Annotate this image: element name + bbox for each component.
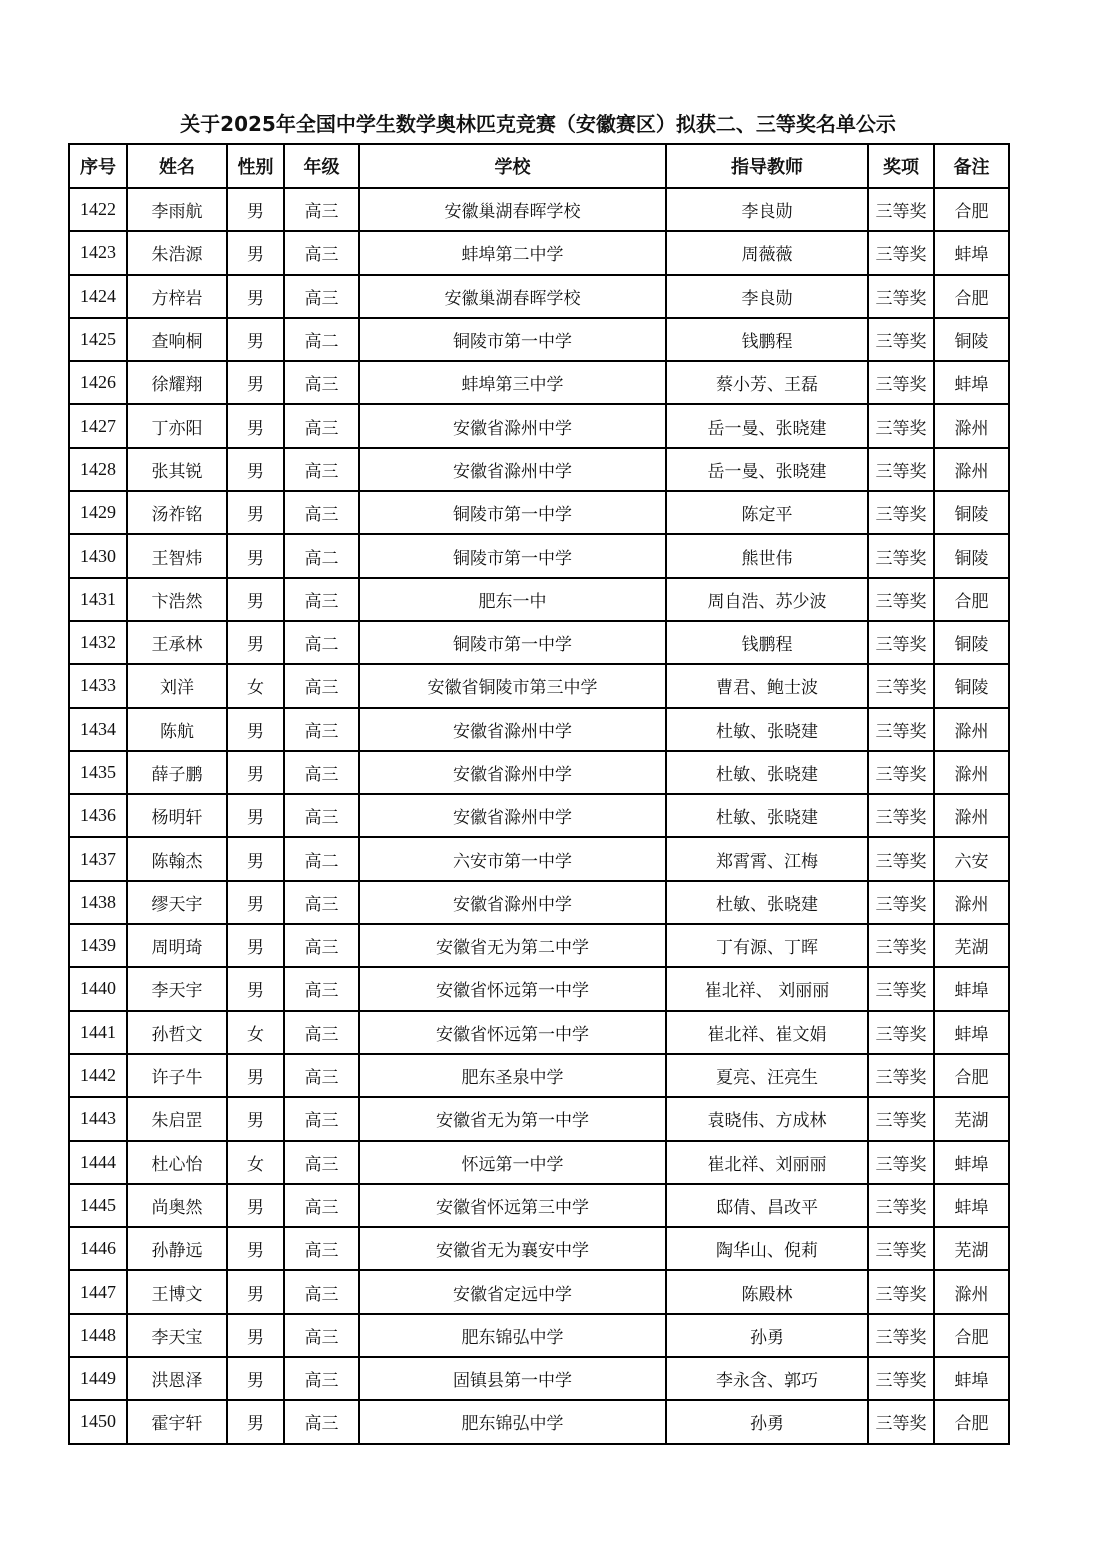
cell-grade: 高三: [284, 924, 359, 967]
cell-teacher: 曹君、鲍士波: [666, 664, 868, 707]
table-row: [69, 621, 1009, 664]
cell-school: 蚌埠第二中学: [359, 231, 666, 274]
cell-name: 陈航: [127, 708, 227, 751]
cell-gender: 男: [227, 967, 284, 1010]
cell-gender: 男: [227, 448, 284, 491]
cell-school: 六安市第一中学: [359, 837, 666, 880]
cell-award: 三等奖: [868, 1270, 934, 1313]
cell-remark: 滁州: [934, 448, 1009, 491]
cell-award: 三等奖: [868, 837, 934, 880]
cell-gender: 男: [227, 1400, 284, 1443]
cell-school: 安徽省滁州中学: [359, 448, 666, 491]
cell-name: 许子牛: [127, 1054, 227, 1097]
cell-name: 孙哲文: [127, 1011, 227, 1054]
cell-grade: 高二: [284, 534, 359, 577]
cell-grade: 高三: [284, 708, 359, 751]
column-header-grade: 年级: [284, 144, 359, 188]
cell-award: 三等奖: [868, 881, 934, 924]
cell-gender: 男: [227, 231, 284, 274]
cell-remark: 蚌埠: [934, 1184, 1009, 1227]
table-row: [69, 708, 1009, 751]
cell-grade: 高三: [284, 1054, 359, 1097]
cell-serial: 1428: [69, 448, 127, 491]
cell-school: 肥东一中: [359, 578, 666, 621]
cell-grade: 高三: [284, 1270, 359, 1313]
cell-school: 安徽省怀远第一中学: [359, 967, 666, 1010]
cell-serial: 1427: [69, 404, 127, 447]
cell-teacher: 丁有源、丁晖: [666, 924, 868, 967]
cell-serial: 1449: [69, 1357, 127, 1400]
cell-serial: 1440: [69, 967, 127, 1010]
column-header-remark: 备注: [934, 144, 1009, 188]
cell-gender: 男: [227, 361, 284, 404]
cell-serial: 1425: [69, 318, 127, 361]
cell-serial: 1426: [69, 361, 127, 404]
cell-school: 铜陵市第一中学: [359, 534, 666, 577]
cell-serial: 1445: [69, 1184, 127, 1227]
cell-serial: 1439: [69, 924, 127, 967]
cell-award: 三等奖: [868, 491, 934, 534]
cell-remark: 芜湖: [934, 1097, 1009, 1140]
cell-remark: 六安: [934, 837, 1009, 880]
cell-award: 三等奖: [868, 318, 934, 361]
cell-grade: 高三: [284, 448, 359, 491]
cell-school: 安徽省怀远第一中学: [359, 1011, 666, 1054]
cell-gender: 男: [227, 1054, 284, 1097]
table-row: [69, 578, 1009, 621]
cell-serial: 1443: [69, 1097, 127, 1140]
cell-serial: 1441: [69, 1011, 127, 1054]
cell-gender: 女: [227, 1141, 284, 1184]
table-row: [69, 751, 1009, 794]
cell-award: 三等奖: [868, 1141, 934, 1184]
cell-remark: 芜湖: [934, 924, 1009, 967]
cell-remark: 合肥: [934, 1314, 1009, 1357]
cell-school: 怀远第一中学: [359, 1141, 666, 1184]
cell-name: 朱浩源: [127, 231, 227, 274]
column-header-gender: 性别: [227, 144, 284, 188]
cell-serial: 1438: [69, 881, 127, 924]
cell-remark: 蚌埠: [934, 1141, 1009, 1184]
cell-name: 洪恩泽: [127, 1357, 227, 1400]
cell-teacher: 杜敏、张晓建: [666, 708, 868, 751]
cell-award: 三等奖: [868, 404, 934, 447]
cell-award: 三等奖: [868, 275, 934, 318]
table-row: [69, 318, 1009, 361]
cell-school: 肥东圣泉中学: [359, 1054, 666, 1097]
cell-remark: 铜陵: [934, 534, 1009, 577]
cell-school: 安徽省怀远第三中学: [359, 1184, 666, 1227]
cell-teacher: 蔡小芳、王磊: [666, 361, 868, 404]
cell-serial: 1444: [69, 1141, 127, 1184]
cell-serial: 1435: [69, 751, 127, 794]
cell-name: 缪天宇: [127, 881, 227, 924]
cell-remark: 铜陵: [934, 621, 1009, 664]
cell-teacher: 李良勋: [666, 275, 868, 318]
cell-grade: 高三: [284, 275, 359, 318]
cell-remark: 滁州: [934, 708, 1009, 751]
cell-school: 安徽巢湖春晖学校: [359, 188, 666, 231]
column-header-award: 奖项: [868, 144, 934, 188]
cell-name: 杜心怡: [127, 1141, 227, 1184]
cell-school: 铜陵市第一中学: [359, 621, 666, 664]
cell-school: 安徽省铜陵市第三中学: [359, 664, 666, 707]
cell-remark: 滁州: [934, 794, 1009, 837]
cell-name: 杨明轩: [127, 794, 227, 837]
column-header-school: 学校: [359, 144, 666, 188]
cell-remark: 铜陵: [934, 664, 1009, 707]
cell-name: 丁亦阳: [127, 404, 227, 447]
cell-award: 三等奖: [868, 231, 934, 274]
cell-remark: 滁州: [934, 881, 1009, 924]
cell-award: 三等奖: [868, 924, 934, 967]
cell-remark: 合肥: [934, 275, 1009, 318]
table-row: [69, 188, 1009, 231]
cell-gender: 男: [227, 708, 284, 751]
table-row: [69, 1054, 1009, 1097]
cell-remark: 合肥: [934, 578, 1009, 621]
cell-grade: 高二: [284, 318, 359, 361]
cell-teacher: 崔北祥、 刘丽丽: [666, 967, 868, 1010]
cell-serial: 1448: [69, 1314, 127, 1357]
column-header-teacher: 指导教师: [666, 144, 868, 188]
cell-teacher: 熊世伟: [666, 534, 868, 577]
cell-gender: 男: [227, 275, 284, 318]
cell-teacher: 岳一曼、张晓建: [666, 448, 868, 491]
cell-remark: 合肥: [934, 188, 1009, 231]
cell-teacher: 周自浩、苏少波: [666, 578, 868, 621]
cell-serial: 1430: [69, 534, 127, 577]
cell-gender: 男: [227, 318, 284, 361]
cell-grade: 高二: [284, 621, 359, 664]
cell-teacher: 孙勇: [666, 1400, 868, 1443]
cell-gender: 男: [227, 534, 284, 577]
cell-school: 安徽省滁州中学: [359, 751, 666, 794]
cell-gender: 男: [227, 491, 284, 534]
cell-grade: 高三: [284, 1227, 359, 1270]
table-row: [69, 1184, 1009, 1227]
cell-remark: 合肥: [934, 1054, 1009, 1097]
cell-teacher: 袁晓伟、方成林: [666, 1097, 868, 1140]
cell-teacher: 钱鹏程: [666, 621, 868, 664]
column-header-serial: 序号: [69, 144, 127, 188]
cell-gender: 男: [227, 1097, 284, 1140]
table-row: [69, 794, 1009, 837]
cell-award: 三等奖: [868, 621, 934, 664]
cell-school: 铜陵市第一中学: [359, 318, 666, 361]
cell-gender: 男: [227, 881, 284, 924]
cell-serial: 1437: [69, 837, 127, 880]
cell-teacher: 郑霄霄、江梅: [666, 837, 868, 880]
cell-grade: 高三: [284, 491, 359, 534]
cell-gender: 男: [227, 794, 284, 837]
cell-remark: 蚌埠: [934, 361, 1009, 404]
cell-gender: 女: [227, 664, 284, 707]
cell-grade: 高三: [284, 404, 359, 447]
cell-remark: 蚌埠: [934, 231, 1009, 274]
cell-remark: 蚌埠: [934, 1357, 1009, 1400]
cell-remark: 蚌埠: [934, 967, 1009, 1010]
cell-name: 汤祚铭: [127, 491, 227, 534]
cell-school: 安徽省无为襄安中学: [359, 1227, 666, 1270]
table-row: [69, 361, 1009, 404]
cell-award: 三等奖: [868, 794, 934, 837]
cell-award: 三等奖: [868, 1054, 934, 1097]
cell-award: 三等奖: [868, 361, 934, 404]
cell-teacher: 陈殿林: [666, 1270, 868, 1313]
cell-name: 张其锐: [127, 448, 227, 491]
cell-grade: 高三: [284, 1314, 359, 1357]
cell-serial: 1423: [69, 231, 127, 274]
cell-remark: 铜陵: [934, 491, 1009, 534]
cell-name: 王智炜: [127, 534, 227, 577]
cell-teacher: 崔北祥、刘丽丽: [666, 1141, 868, 1184]
cell-gender: 男: [227, 578, 284, 621]
table-row: [69, 1400, 1009, 1443]
cell-gender: 男: [227, 837, 284, 880]
cell-award: 三等奖: [868, 1314, 934, 1357]
cell-name: 查响桐: [127, 318, 227, 361]
cell-award: 三等奖: [868, 1357, 934, 1400]
cell-grade: 高三: [284, 751, 359, 794]
cell-school: 铜陵市第一中学: [359, 491, 666, 534]
cell-remark: 滁州: [934, 751, 1009, 794]
cell-school: 安徽省无为第一中学: [359, 1097, 666, 1140]
cell-teacher: 陈定平: [666, 491, 868, 534]
cell-serial: 1447: [69, 1270, 127, 1313]
table-row: [69, 491, 1009, 534]
cell-gender: 男: [227, 1314, 284, 1357]
cell-gender: 男: [227, 188, 284, 231]
cell-school: 安徽省滁州中学: [359, 794, 666, 837]
cell-award: 三等奖: [868, 967, 934, 1010]
cell-grade: 高三: [284, 231, 359, 274]
cell-grade: 高三: [284, 1141, 359, 1184]
cell-grade: 高三: [284, 1097, 359, 1140]
award-list-table: [68, 143, 1010, 1445]
cell-school: 安徽省滁州中学: [359, 881, 666, 924]
cell-teacher: 李永含、郭巧: [666, 1357, 868, 1400]
cell-grade: 高三: [284, 967, 359, 1010]
table-row: [69, 1270, 1009, 1313]
table-row: [69, 837, 1009, 880]
cell-name: 朱启罡: [127, 1097, 227, 1140]
cell-name: 孙静远: [127, 1227, 227, 1270]
cell-serial: 1432: [69, 621, 127, 664]
table-row: [69, 924, 1009, 967]
cell-grade: 高三: [284, 1357, 359, 1400]
cell-serial: 1422: [69, 188, 127, 231]
cell-award: 三等奖: [868, 1011, 934, 1054]
cell-name: 方梓岩: [127, 275, 227, 318]
cell-name: 李天宇: [127, 967, 227, 1010]
cell-grade: 高三: [284, 578, 359, 621]
cell-grade: 高三: [284, 664, 359, 707]
cell-gender: 男: [227, 924, 284, 967]
cell-grade: 高三: [284, 1011, 359, 1054]
table-row: [69, 1314, 1009, 1357]
cell-award: 三等奖: [868, 751, 934, 794]
cell-remark: 蚌埠: [934, 1011, 1009, 1054]
table-row: [69, 967, 1009, 1010]
cell-award: 三等奖: [868, 1184, 934, 1227]
cell-school: 肥东锦弘中学: [359, 1314, 666, 1357]
cell-name: 薛子鹏: [127, 751, 227, 794]
table-row: [69, 534, 1009, 577]
cell-name: 徐耀翔: [127, 361, 227, 404]
cell-serial: 1434: [69, 708, 127, 751]
cell-grade: 高三: [284, 1184, 359, 1227]
table-row: [69, 275, 1009, 318]
cell-serial: 1431: [69, 578, 127, 621]
cell-gender: 男: [227, 1227, 284, 1270]
cell-award: 三等奖: [868, 708, 934, 751]
cell-school: 安徽省滁州中学: [359, 404, 666, 447]
cell-teacher: 孙勇: [666, 1314, 868, 1357]
cell-name: 刘洋: [127, 664, 227, 707]
cell-serial: 1424: [69, 275, 127, 318]
table-row: [69, 1141, 1009, 1184]
table-header-row: [69, 144, 1009, 188]
cell-grade: 高三: [284, 188, 359, 231]
cell-teacher: 杜敏、张晓建: [666, 881, 868, 924]
cell-name: 李雨航: [127, 188, 227, 231]
cell-gender: 男: [227, 621, 284, 664]
cell-school: 安徽省无为第二中学: [359, 924, 666, 967]
cell-school: 蚌埠第三中学: [359, 361, 666, 404]
cell-serial: 1450: [69, 1400, 127, 1443]
cell-gender: 男: [227, 751, 284, 794]
cell-school: 固镇县第一中学: [359, 1357, 666, 1400]
cell-award: 三等奖: [868, 578, 934, 621]
cell-remark: 铜陵: [934, 318, 1009, 361]
cell-grade: 高二: [284, 837, 359, 880]
cell-name: 卞浩然: [127, 578, 227, 621]
cell-gender: 男: [227, 1184, 284, 1227]
table-row: [69, 231, 1009, 274]
cell-teacher: 杜敏、张晓建: [666, 794, 868, 837]
cell-name: 李天宝: [127, 1314, 227, 1357]
cell-grade: 高三: [284, 794, 359, 837]
cell-teacher: 夏亮、汪亮生: [666, 1054, 868, 1097]
cell-serial: 1436: [69, 794, 127, 837]
cell-name: 王承林: [127, 621, 227, 664]
cell-teacher: 岳一曼、张晓建: [666, 404, 868, 447]
cell-school: 安徽省定远中学: [359, 1270, 666, 1313]
cell-gender: 男: [227, 1270, 284, 1313]
cell-name: 尚奥然: [127, 1184, 227, 1227]
cell-remark: 芜湖: [934, 1227, 1009, 1270]
cell-award: 三等奖: [868, 448, 934, 491]
table-body: [69, 188, 1009, 1444]
cell-teacher: 周薇薇: [666, 231, 868, 274]
table-row: [69, 1357, 1009, 1400]
cell-school: 安徽巢湖春晖学校: [359, 275, 666, 318]
cell-teacher: 崔北祥、崔文娟: [666, 1011, 868, 1054]
cell-award: 三等奖: [868, 1097, 934, 1140]
cell-remark: 合肥: [934, 1400, 1009, 1443]
cell-gender: 男: [227, 1357, 284, 1400]
cell-teacher: 李良勋: [666, 188, 868, 231]
table-row: [69, 664, 1009, 707]
cell-remark: 滁州: [934, 1270, 1009, 1313]
cell-serial: 1433: [69, 664, 127, 707]
cell-serial: 1446: [69, 1227, 127, 1270]
cell-grade: 高三: [284, 1400, 359, 1443]
cell-teacher: 钱鹏程: [666, 318, 868, 361]
cell-remark: 滁州: [934, 404, 1009, 447]
cell-teacher: 陶华山、倪莉: [666, 1227, 868, 1270]
document-title: 关于2025年全国中学生数学奥林匹克竞赛（安徽赛区）拟获二、三等奖名单公示: [180, 112, 896, 136]
cell-gender: 男: [227, 404, 284, 447]
cell-award: 三等奖: [868, 1227, 934, 1270]
column-header-name: 姓名: [127, 144, 227, 188]
table-row: [69, 1097, 1009, 1140]
cell-award: 三等奖: [868, 188, 934, 231]
cell-award: 三等奖: [868, 664, 934, 707]
cell-name: 霍宇轩: [127, 1400, 227, 1443]
table-row: [69, 1227, 1009, 1270]
cell-award: 三等奖: [868, 534, 934, 577]
cell-award: 三等奖: [868, 1400, 934, 1443]
cell-grade: 高三: [284, 361, 359, 404]
cell-serial: 1429: [69, 491, 127, 534]
cell-serial: 1442: [69, 1054, 127, 1097]
cell-name: 陈翰杰: [127, 837, 227, 880]
table-row: [69, 881, 1009, 924]
cell-name: 王博文: [127, 1270, 227, 1313]
cell-school: 肥东锦弘中学: [359, 1400, 666, 1443]
cell-teacher: 杜敏、张晓建: [666, 751, 868, 794]
cell-teacher: 邸倩、昌改平: [666, 1184, 868, 1227]
table-row: [69, 1011, 1009, 1054]
table-row: [69, 448, 1009, 491]
cell-school: 安徽省滁州中学: [359, 708, 666, 751]
cell-gender: 女: [227, 1011, 284, 1054]
cell-grade: 高三: [284, 881, 359, 924]
cell-name: 周明琦: [127, 924, 227, 967]
table-row: [69, 404, 1009, 447]
